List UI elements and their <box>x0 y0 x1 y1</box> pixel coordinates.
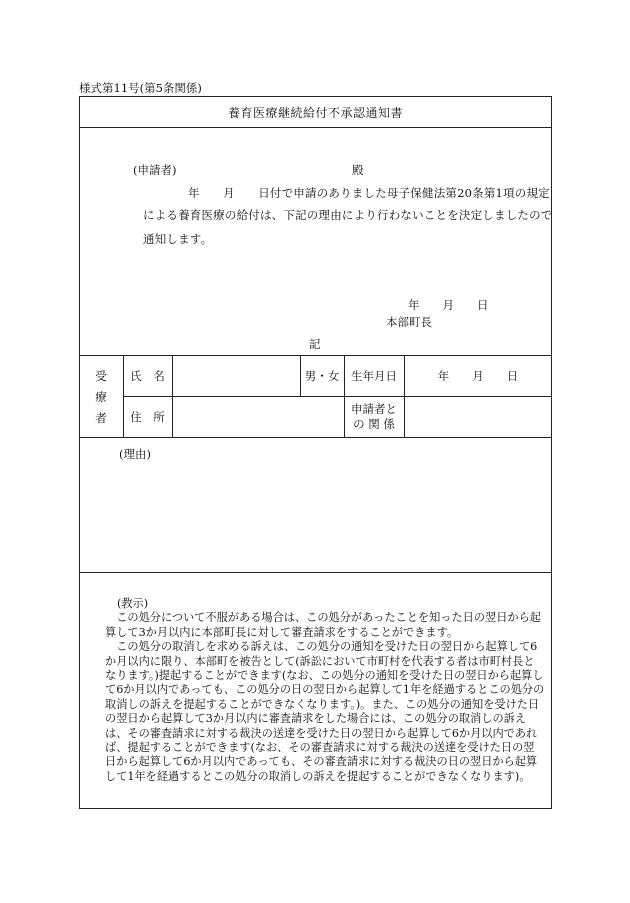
name-label: 氏 名 <box>130 368 165 383</box>
dob-value: 年 月 日 <box>437 368 519 383</box>
relation-field[interactable] <box>404 396 552 437</box>
sex-label: 男・女 <box>304 368 340 383</box>
address-label: 住 所 <box>130 409 165 424</box>
body-line-3: 通知します。 <box>143 232 213 246</box>
instruction-heading: (教示) <box>117 597 149 610</box>
applicant-label: (申請者) <box>133 163 177 177</box>
patient-header-char-2: 療 <box>95 389 107 404</box>
dob-label: 生年月日 <box>351 368 397 383</box>
reason-divider <box>79 572 552 573</box>
relation-label <box>344 396 404 437</box>
notice-title: 養育医療継続給付不承認通知書 <box>227 106 403 120</box>
title-divider <box>79 127 552 128</box>
body-line-2: による養育医療の給付は、下記の理由により行わないことを決定しましたので <box>143 208 553 222</box>
instruction-para-1: この処分について不服がある場合は、この処分があったことを知った日の翌日から起算して3か月以内に本部町長に対して審査請求をすることができます。 <box>105 611 541 639</box>
honorific: 殿 <box>352 163 364 177</box>
patient-header-char-1: 受 <box>95 368 107 383</box>
issuer: 本部町長 <box>386 315 432 329</box>
body-line-1: 年 月 日付で申請のありました母子保健法第20条第1項の規定 <box>188 186 550 200</box>
relation-label-line-1: 申請者と <box>351 401 397 416</box>
ki-mark: 記 <box>309 337 321 351</box>
address-field[interactable] <box>172 396 344 437</box>
relation-label-line-2: の 関 係 <box>353 416 395 431</box>
instruction-block <box>105 597 545 784</box>
table-bottom-divider <box>79 437 552 438</box>
issue-date: 年 月 日 <box>408 298 489 312</box>
form-number-label: 様式第11号(第5条関係) <box>79 81 202 95</box>
patient-header-char-3: 者 <box>95 410 107 425</box>
instruction-para-2: この処分の取消しを求める訴えは、この処分の通知を受けた日の翌日から起算して6か月以内に限り、本部町を被告として(訴訟において市町村を代表する者は市町村長となります。)提起することができます(なお、この処分の通知を受けた日の翌日から起算して6か月以内であっても、この処分の日の翌日から起算して1年を経過するとこの処分の取消しの訴えを提起することができなくなります。)。また、この処分の通知を受けた日の翌日から起算して3か月以内に審査請求をした場合には、この処分の取消しの訴えは、その審査請求に対する裁決の送達を受けた日の翌日から起算して6か月以内であれば、提起することができます(なお、その審査請求に対する裁決の送達を受けた日の翌日から起算して6か月以内であっても、その審査請求に対する裁決の日の翌日から起算して1年を経過するとこの処分の取消しの訴えを提起することができなくなります)。 <box>105 640 545 783</box>
name-field[interactable] <box>172 355 300 396</box>
patient-header <box>79 357 123 437</box>
reason-label: (理由) <box>119 447 151 461</box>
